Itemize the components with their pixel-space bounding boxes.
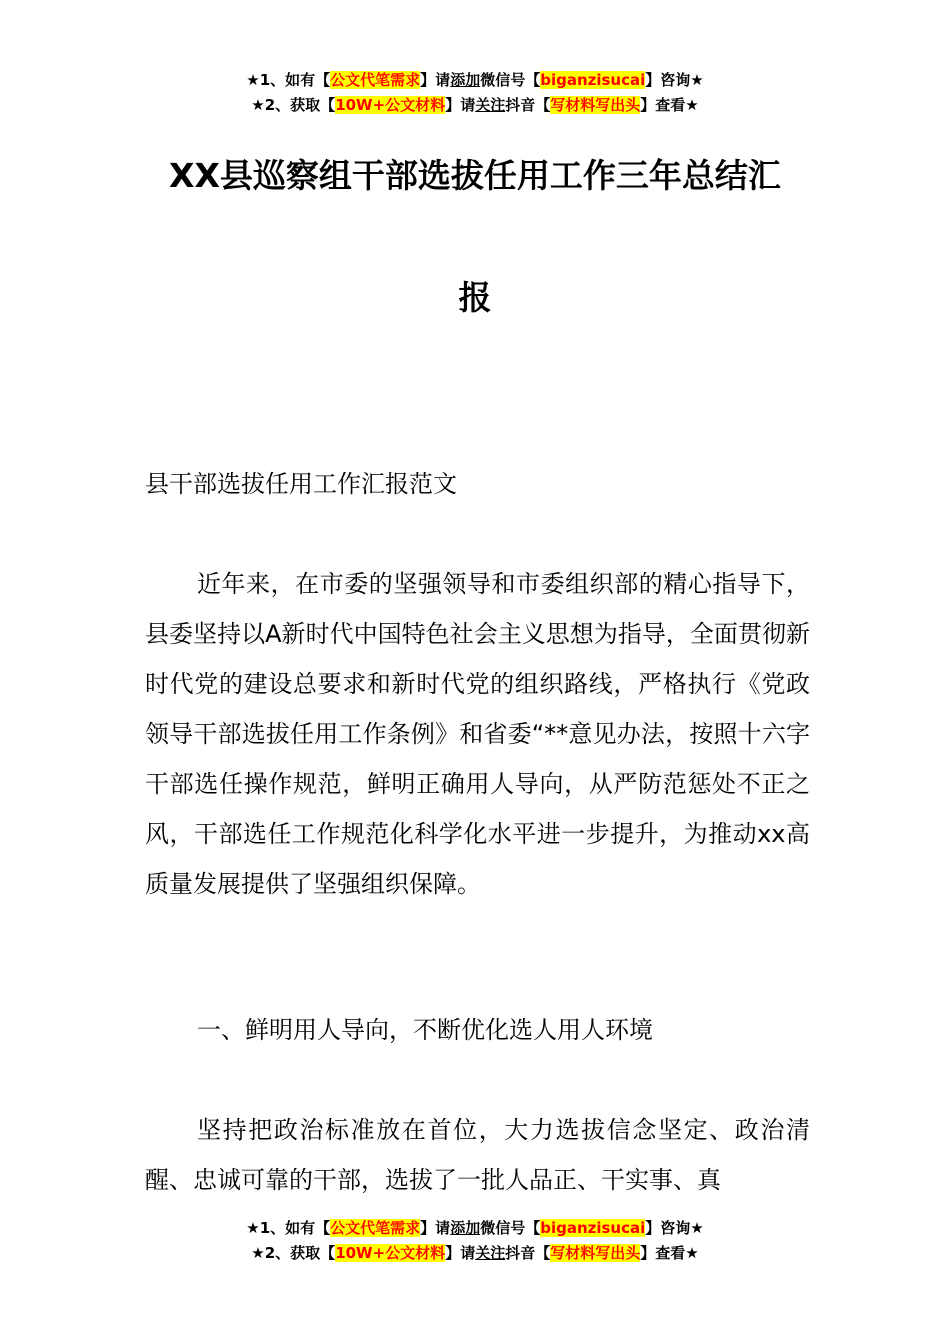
banner-line-2 <box>0 93 950 118</box>
banner-text: ★2、获取【 <box>251 96 336 114</box>
banner-text: 】请 <box>445 96 476 114</box>
banner-underlined: 关注 <box>475 1244 506 1262</box>
paragraph-section-1: 坚持把政治标准放在首位，大力选拔信念坚定、政治清醒、忠诚可靠的干部，选拔了一批人品正、干实事、真 <box>145 1116 810 1194</box>
banner-wechat-id: biganzisucai <box>540 71 646 89</box>
header-banner <box>0 68 950 118</box>
banner-highlight: 10W+公文材料 <box>335 96 446 114</box>
banner-text: 】请 <box>420 71 451 89</box>
banner-douyin-id: 写材料写出头 <box>550 96 641 114</box>
banner-text: ★1、如有【 <box>246 1219 331 1237</box>
document-title-line-2: 报 <box>458 278 492 317</box>
banner-underlined: 添加 <box>450 1219 481 1237</box>
banner-text: 】咨询★ <box>645 71 704 89</box>
banner-highlight: 公文代笔需求 <box>330 1219 421 1237</box>
banner-line-1 <box>0 1216 950 1241</box>
section-heading-1: 一、鲜明用人导向，不断优化选人用人环境 <box>197 1016 653 1044</box>
banner-text: ★1、如有【 <box>246 71 331 89</box>
document-subtitle: 县干部选拔任用工作汇报范文 <box>145 470 457 498</box>
banner-text: 抖音【 <box>505 1244 551 1262</box>
banner-line-2 <box>0 1241 950 1266</box>
banner-text: 微信号【 <box>480 71 541 89</box>
banner-highlight: 10W+公文材料 <box>335 1244 446 1262</box>
banner-line-1 <box>0 68 950 93</box>
banner-underlined: 添加 <box>450 71 481 89</box>
document-title-line-1: XX县巡察组干部选拔任用工作三年总结汇 <box>169 156 781 195</box>
banner-text: ★2、获取【 <box>251 1244 336 1262</box>
banner-underlined: 关注 <box>475 96 506 114</box>
footer-banner <box>0 1216 950 1266</box>
banner-text: 抖音【 <box>505 96 551 114</box>
banner-highlight: 公文代笔需求 <box>330 71 421 89</box>
banner-text: 微信号【 <box>480 1219 541 1237</box>
banner-douyin-id: 写材料写出头 <box>550 1244 641 1262</box>
paragraph-intro: 近年来，在市委的坚强领导和市委组织部的精心指导下，县委坚持以A新时代中国特色社会主义思想为指导，全面贯彻新时代党的建设总要求和新时代党的组织路线，严格执行《党政领导干部选拔任用工作条例》和省委“**意见办法，按照十六字干部选任操作规范，鲜明正确用人导向，从严防范惩处不正之风，干部选任工作规范化科学化水平进一步提升，为推动xx高质量发展提供了坚强组织保障。 <box>145 570 810 898</box>
banner-text: 】请 <box>445 1244 476 1262</box>
banner-text: 】查看★ <box>640 1244 699 1262</box>
banner-text: 】咨询★ <box>645 1219 704 1237</box>
banner-text: 】查看★ <box>640 96 699 114</box>
banner-text: 】请 <box>420 1219 451 1237</box>
banner-wechat-id: biganzisucai <box>540 1219 646 1237</box>
